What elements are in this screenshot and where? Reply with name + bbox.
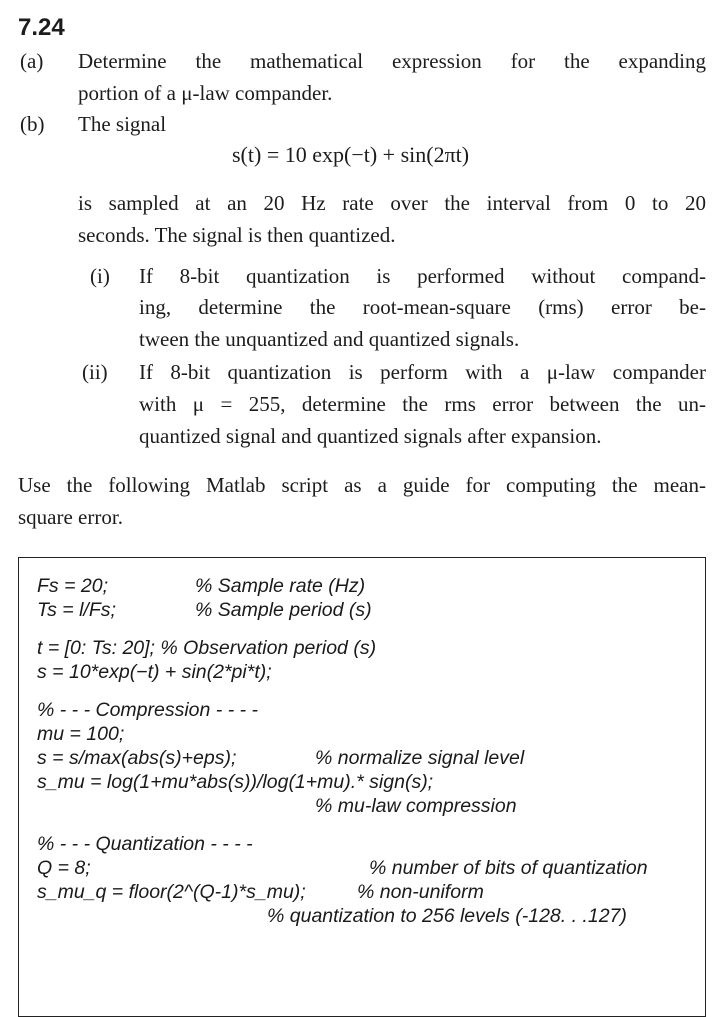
part-a-label: (a) — [20, 49, 44, 73]
code-smuq-stmt: s_mu_q = floor(2^(Q-1)*s_mu); — [37, 881, 306, 903]
matlab-script-box — [18, 557, 706, 1017]
code-smuq-comment: % non-uniform — [357, 881, 484, 903]
part-b-line-2: seconds. The signal is then quantized. — [78, 223, 396, 247]
code-q-stmt: Q = 8; — [37, 857, 91, 879]
code-norm-stmt: s = s/max(abs(s)+eps); — [37, 747, 237, 769]
sub-ii-label: (ii) — [82, 360, 108, 384]
code-ts-comment: % Sample period (s) — [195, 599, 372, 621]
guide-line-1: Use the following Matlab script as a guide for computing the mean- — [18, 473, 706, 497]
code-ts-stmt: Ts = l/Fs; — [37, 599, 116, 621]
sub-i-line-1: If 8-bit quantization is performed without compand- — [139, 264, 706, 288]
part-a-line-2: portion of a μ-law compander. — [78, 81, 333, 105]
code-smu-comment: % mu-law compression — [315, 795, 517, 817]
part-b-label: (b) — [20, 112, 45, 136]
code-fs-stmt: Fs = 20; — [37, 575, 108, 597]
code-t-line: t = [0: Ts: 20]; % Observation period (s) — [37, 637, 377, 659]
code-smuq-comment-2: % quantization to 256 levels (-128. . .127) — [267, 905, 627, 927]
code-fs-comment: % Sample rate (Hz) — [195, 575, 366, 597]
part-b-intro: The signal — [78, 112, 167, 136]
sub-i-line-2: ing, determine the root-mean-square (rms) error be- — [139, 295, 706, 319]
code-norm-comment: % normalize signal level — [315, 747, 525, 769]
sub-ii-line-1: If 8-bit quantization is perform with a μ-law compander — [139, 360, 706, 384]
guide-line-2: square error. — [18, 505, 123, 529]
part-b-line-1: is sampled at an 20 Hz rate over the interval from 0 to 20 — [78, 191, 706, 215]
sub-i-label: (i) — [90, 264, 110, 288]
sub-ii-line-3: quantized signal and quantized signals after expansion. — [139, 424, 602, 448]
code-q-comment: % number of bits of quantization — [369, 857, 648, 879]
problem-number: 7.24 — [18, 14, 65, 41]
sub-ii-line-2: with μ = 255, determine the rms error between the un- — [139, 392, 706, 416]
code-quant-header: % - - - Quantization - - - - — [37, 833, 253, 855]
code-mu-line: mu = 100; — [37, 723, 125, 745]
sub-i-line-3: tween the unquantized and quantized signals. — [139, 327, 520, 351]
code-s-line: s = 10*exp(−t) + sin(2*pi*t); — [37, 661, 272, 683]
part-a-line-1: Determine the mathematical expression for the expanding — [78, 49, 706, 73]
code-smu-line: s_mu = log(1+mu*abs(s))/log(1+mu).* sign(s); — [37, 771, 434, 793]
signal-equation: s(t) = 10 exp(−t) + sin(2πt) — [232, 142, 470, 167]
code-compression-header: % - - - Compression - - - - — [37, 699, 259, 721]
